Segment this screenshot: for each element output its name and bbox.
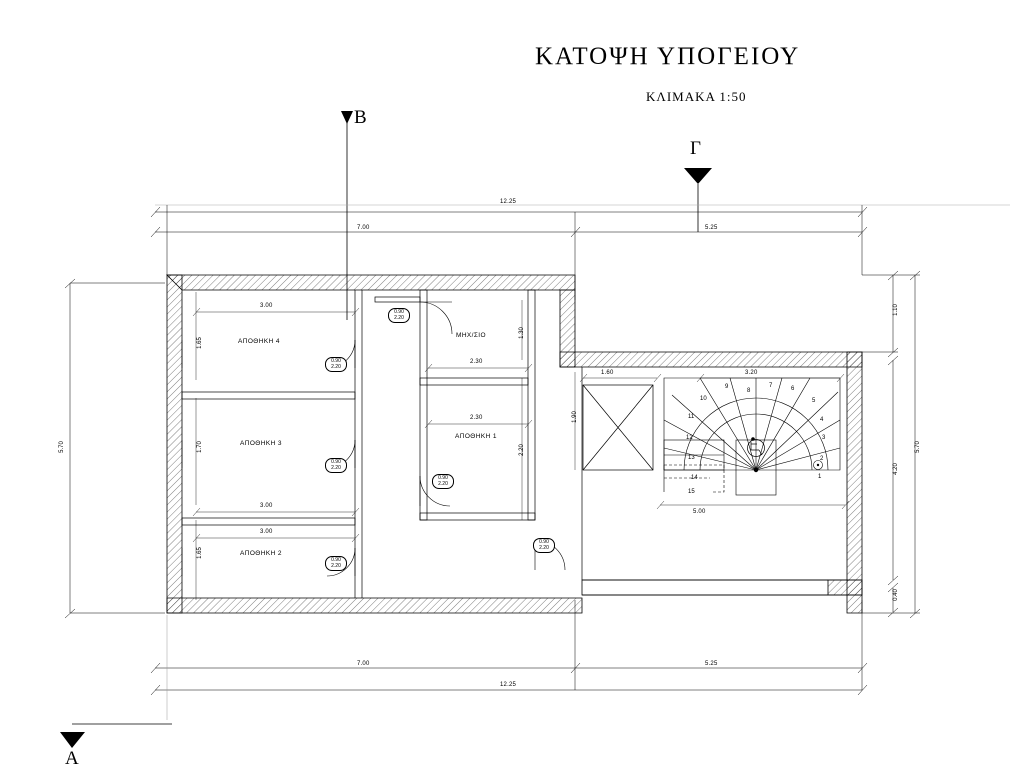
door-tag-storage-1 [432, 474, 454, 489]
stair-step-11: 11 [688, 414, 695, 420]
door-height-storage-3: 2.20 [331, 464, 341, 471]
dim-storage3-width: 3.00 [260, 503, 273, 509]
dim-storage3-depth: 1.70 [197, 441, 203, 453]
dim-storage4-depth: 1.65 [197, 337, 203, 349]
dim-storage1-depth: 2.20 [519, 444, 525, 456]
stair-step-9: 9 [725, 384, 729, 390]
dim-top-left: 7.00 [357, 225, 370, 231]
door-width-entry-stair: 0.90 [539, 538, 549, 545]
room-label-storage-4: ΑΠΟΘΗΚΗ 4 [238, 338, 280, 345]
door-tag-storage-4 [325, 357, 347, 372]
page-title: ΚΑΤΟΨΗ ΥΠΟΓΕΙΟΥ [535, 43, 801, 70]
dim-elevator-width: 1.60 [601, 370, 614, 376]
dim-stair-width: 3.20 [745, 370, 758, 376]
stair-step-15: 15 [688, 489, 695, 495]
dim-machineroom-width: 2.30 [470, 359, 483, 365]
dimension-lines-right [862, 271, 920, 618]
door-height-entry-stair: 2.20 [539, 544, 549, 551]
door-height-storage-2: 2.20 [331, 562, 341, 569]
stair-step-14: 14 [691, 475, 698, 481]
door-width-storage-1: 0.90 [438, 474, 448, 481]
dim-storage2-width: 3.00 [260, 529, 273, 535]
dim-stair-run: 5.00 [693, 509, 706, 515]
stair-step-13: 13 [688, 455, 695, 461]
dim-right-main: 4.20 [893, 463, 899, 475]
dim-machineroom-depth: 1.30 [519, 327, 525, 339]
dim-right-overall: 5.70 [915, 441, 921, 453]
door-height-storage-4: 2.20 [331, 363, 341, 370]
room-label-storage-3: ΑΠΟΘΗΚΗ 3 [240, 440, 282, 447]
door-tag-storage-3 [325, 458, 347, 473]
section-mark-a-label: Α [65, 748, 79, 769]
door-tag-storage-2 [325, 556, 347, 571]
section-line-g [684, 168, 712, 232]
stair-step-12: 12 [686, 435, 693, 441]
dim-bottom-overall: 12.25 [500, 682, 517, 688]
room-label-machine-room: ΜΗΧ/ΣΙΟ [456, 332, 486, 339]
stair-step-8: 8 [747, 388, 751, 394]
door-width-storage-3: 0.90 [331, 458, 341, 465]
door-width-machine-room: 0.90 [394, 308, 404, 315]
dim-right-lower: 0.40 [893, 589, 899, 601]
section-line-a [60, 724, 172, 748]
stair-step-2: 2 [820, 456, 824, 462]
dim-left-overall: 5.70 [59, 441, 65, 453]
stair-step-1: 1 [818, 474, 822, 480]
room-label-storage-2: ΑΠΟΘΗΚΗ 2 [240, 550, 282, 557]
door-tag-machine-room [388, 308, 410, 323]
dim-right-upper: 1.10 [893, 304, 899, 316]
stair-step-3: 3 [822, 435, 826, 441]
door-width-storage-2: 0.90 [331, 556, 341, 563]
stair-step-4: 4 [820, 417, 824, 423]
door-swings [327, 302, 565, 576]
dim-storage2-depth: 1.65 [197, 547, 203, 559]
stair-step-10: 10 [700, 396, 707, 402]
dim-elevator-depth: 1.90 [572, 411, 578, 423]
scale-label: ΚΛΙΜΑΚΑ 1:50 [646, 89, 747, 104]
room-label-storage-1: ΑΠΟΘΗΚΗ 1 [455, 433, 497, 440]
door-tag-entry-stair [533, 538, 555, 553]
dimension-lines-left [65, 279, 165, 618]
stair-step-6: 6 [791, 386, 795, 392]
dim-top-overall: 12.25 [500, 199, 517, 205]
dim-storage1-width: 2.30 [470, 415, 483, 421]
elevator-shaft [583, 385, 653, 470]
door-height-machine-room: 2.20 [394, 314, 404, 321]
stair-step-5: 5 [812, 398, 816, 404]
dim-bottom-right: 5.25 [705, 661, 718, 667]
dim-top-right: 5.25 [705, 225, 718, 231]
dim-bottom-left: 7.00 [357, 661, 370, 667]
section-mark-b-label: Β [354, 107, 367, 128]
dimension-lines-bottom [151, 600, 867, 720]
door-height-storage-1: 2.20 [438, 480, 448, 487]
stair-step-7: 7 [769, 383, 773, 389]
dim-storage4-width: 3.00 [260, 303, 273, 309]
section-mark-g-label: Γ [690, 138, 701, 159]
door-width-storage-4: 0.90 [331, 357, 341, 364]
